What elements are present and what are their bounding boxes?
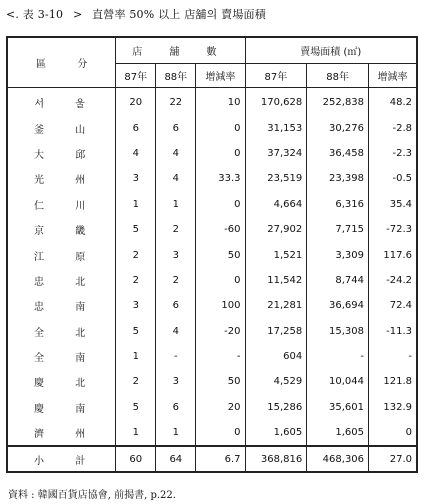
- region-cell: 濟 州: [7, 420, 116, 446]
- area-change-cell: 72.4: [369, 293, 417, 318]
- stores-88-cell: 1: [156, 420, 196, 446]
- area-88-cell: 23,398: [307, 166, 369, 191]
- stores-88-cell: -: [156, 344, 196, 369]
- subheader-area-87: 87年: [245, 64, 307, 88]
- area-87-cell: 17,258: [245, 319, 307, 344]
- area-88-cell: 252,838: [307, 88, 369, 116]
- caption-marker: >: [72, 8, 83, 21]
- table-row: [7, 141, 417, 166]
- area-88-cell: -: [307, 344, 369, 369]
- stores-88-cell: 2: [156, 268, 196, 293]
- table-row: [7, 293, 417, 318]
- stores-88-cell: 6: [156, 293, 196, 318]
- table-row: [7, 319, 417, 344]
- header-region: 區 分: [7, 37, 116, 88]
- header-area: 賣場面積 (㎡): [245, 37, 417, 64]
- area-87-cell: 31,153: [245, 115, 307, 140]
- table-row: [7, 242, 417, 267]
- table-row: [7, 395, 417, 420]
- caption-title: 直營率 50% 以上 店舖의 賣場面積: [92, 8, 266, 21]
- table-row: [7, 268, 417, 293]
- stores-87-cell: 3: [116, 293, 156, 318]
- area-87-cell: 4,529: [245, 369, 307, 394]
- stores-88-cell: 3: [156, 369, 196, 394]
- area-change-cell: 0: [369, 420, 417, 446]
- stores-change-cell: -20: [196, 319, 245, 344]
- area-88-cell: 15,308: [307, 319, 369, 344]
- area-87-cell: 1,521: [245, 242, 307, 267]
- region-cell: 慶 北: [7, 369, 116, 394]
- subheader-area-88: 88年: [307, 64, 369, 88]
- total-area-87: 368,816: [245, 446, 307, 472]
- area-87-cell: 37,324: [245, 141, 307, 166]
- stores-87-cell: 5: [116, 319, 156, 344]
- subheader-stores-87: 87年: [116, 64, 156, 88]
- region-cell: 忠 南: [7, 293, 116, 318]
- area-87-cell: 15,286: [245, 395, 307, 420]
- area-88-cell: 36,458: [307, 141, 369, 166]
- stores-87-cell: 20: [116, 88, 156, 116]
- source-note: 資料 : 韓國百貨店協會, 前揭書, p.22.: [8, 490, 176, 501]
- stores-change-cell: 0: [196, 141, 245, 166]
- stores-87-cell: 2: [116, 268, 156, 293]
- area-87-cell: 27,902: [245, 217, 307, 242]
- stores-87-cell: 2: [116, 369, 156, 394]
- stores-88-cell: 6: [156, 395, 196, 420]
- stores-88-cell: 3: [156, 242, 196, 267]
- total-stores-87: 60: [116, 446, 156, 472]
- area-88-cell: 1,605: [307, 420, 369, 446]
- table-row: [7, 344, 417, 369]
- region-cell: 京 畿: [7, 217, 116, 242]
- stores-change-cell: 0: [196, 115, 245, 140]
- stores-87-cell: 4: [116, 141, 156, 166]
- stores-87-cell: 3: [116, 166, 156, 191]
- subheader-stores-88: 88年: [156, 64, 196, 88]
- stores-87-cell: 1: [116, 420, 156, 446]
- table-row: [7, 166, 417, 191]
- stores-88-cell: 6: [156, 115, 196, 140]
- area-88-cell: 36,694: [307, 293, 369, 318]
- stores-87-cell: 2: [116, 242, 156, 267]
- area-88-cell: 30,276: [307, 115, 369, 140]
- header-stores: 店 舖 數: [116, 37, 245, 64]
- stores-88-cell: 4: [156, 319, 196, 344]
- region-cell: 忠 北: [7, 268, 116, 293]
- area-change-cell: -: [369, 344, 417, 369]
- area-change-cell: -11.3: [369, 319, 417, 344]
- stores-87-cell: 5: [116, 217, 156, 242]
- subheader-area-change: 增減率: [369, 64, 417, 88]
- table-row: [7, 115, 417, 140]
- area-change-cell: 48.2: [369, 88, 417, 116]
- stores-87-cell: 1: [116, 344, 156, 369]
- caption-prefix: <. 表 3-10: [6, 8, 64, 21]
- stores-change-cell: -: [196, 344, 245, 369]
- region-cell: 全 北: [7, 319, 116, 344]
- region-cell: 江 原: [7, 242, 116, 267]
- table-row-total: [7, 446, 417, 472]
- area-87-cell: 170,628: [245, 88, 307, 116]
- area-87-cell: 4,664: [245, 192, 307, 217]
- stores-change-cell: 10: [196, 88, 245, 116]
- stores-change-cell: 50: [196, 369, 245, 394]
- stores-change-cell: 33.3: [196, 166, 245, 191]
- table-caption: [6, 6, 272, 22]
- area-change-cell: 132.9: [369, 395, 417, 420]
- area-87-cell: 11,542: [245, 268, 307, 293]
- stores-88-cell: 4: [156, 166, 196, 191]
- area-change-cell: -2.3: [369, 141, 417, 166]
- region-cell: 全 南: [7, 344, 116, 369]
- total-stores-change: 6.7: [196, 446, 245, 472]
- stores-change-cell: 0: [196, 420, 245, 446]
- table-row: [7, 88, 417, 116]
- region-cell: 釜 山: [7, 115, 116, 140]
- stores-change-cell: 20: [196, 395, 245, 420]
- area-87-cell: 1,605: [245, 420, 307, 446]
- area-88-cell: 10,044: [307, 369, 369, 394]
- table-row: [7, 369, 417, 394]
- stores-change-cell: 0: [196, 192, 245, 217]
- total-stores-88: 64: [156, 446, 196, 472]
- area-change-cell: 117.6: [369, 242, 417, 267]
- store-area-table: [6, 36, 418, 473]
- region-cell: 仁 川: [7, 192, 116, 217]
- area-88-cell: 6,316: [307, 192, 369, 217]
- region-cell: 光 州: [7, 166, 116, 191]
- subheader-stores-change: 增減率: [196, 64, 245, 88]
- region-cell: 서 울: [7, 88, 116, 116]
- stores-87-cell: 1: [116, 192, 156, 217]
- area-change-cell: 121.8: [369, 369, 417, 394]
- area-88-cell: 35,601: [307, 395, 369, 420]
- stores-88-cell: 4: [156, 141, 196, 166]
- stores-change-cell: 100: [196, 293, 245, 318]
- area-change-cell: -24.2: [369, 268, 417, 293]
- total-area-change: 27.0: [369, 446, 417, 472]
- area-87-cell: 21,281: [245, 293, 307, 318]
- area-88-cell: 3,309: [307, 242, 369, 267]
- area-88-cell: 8,744: [307, 268, 369, 293]
- area-87-cell: 604: [245, 344, 307, 369]
- stores-88-cell: 22: [156, 88, 196, 116]
- region-cell: 慶 南: [7, 395, 116, 420]
- stores-88-cell: 1: [156, 192, 196, 217]
- area-87-cell: 23,519: [245, 166, 307, 191]
- area-change-cell: -72.3: [369, 217, 417, 242]
- table-row: [7, 192, 417, 217]
- area-88-cell: 7,715: [307, 217, 369, 242]
- stores-change-cell: 0: [196, 268, 245, 293]
- total-label: 小 計: [7, 446, 116, 472]
- stores-87-cell: 6: [116, 115, 156, 140]
- area-change-cell: 35.4: [369, 192, 417, 217]
- area-change-cell: -2.8: [369, 115, 417, 140]
- area-change-cell: -0.5: [369, 166, 417, 191]
- table-row: [7, 217, 417, 242]
- region-cell: 大 邱: [7, 141, 116, 166]
- total-area-88: 468,306: [307, 446, 369, 472]
- stores-87-cell: 5: [116, 395, 156, 420]
- table-row: [7, 420, 417, 446]
- stores-change-cell: 50: [196, 242, 245, 267]
- stores-88-cell: 2: [156, 217, 196, 242]
- stores-change-cell: -60: [196, 217, 245, 242]
